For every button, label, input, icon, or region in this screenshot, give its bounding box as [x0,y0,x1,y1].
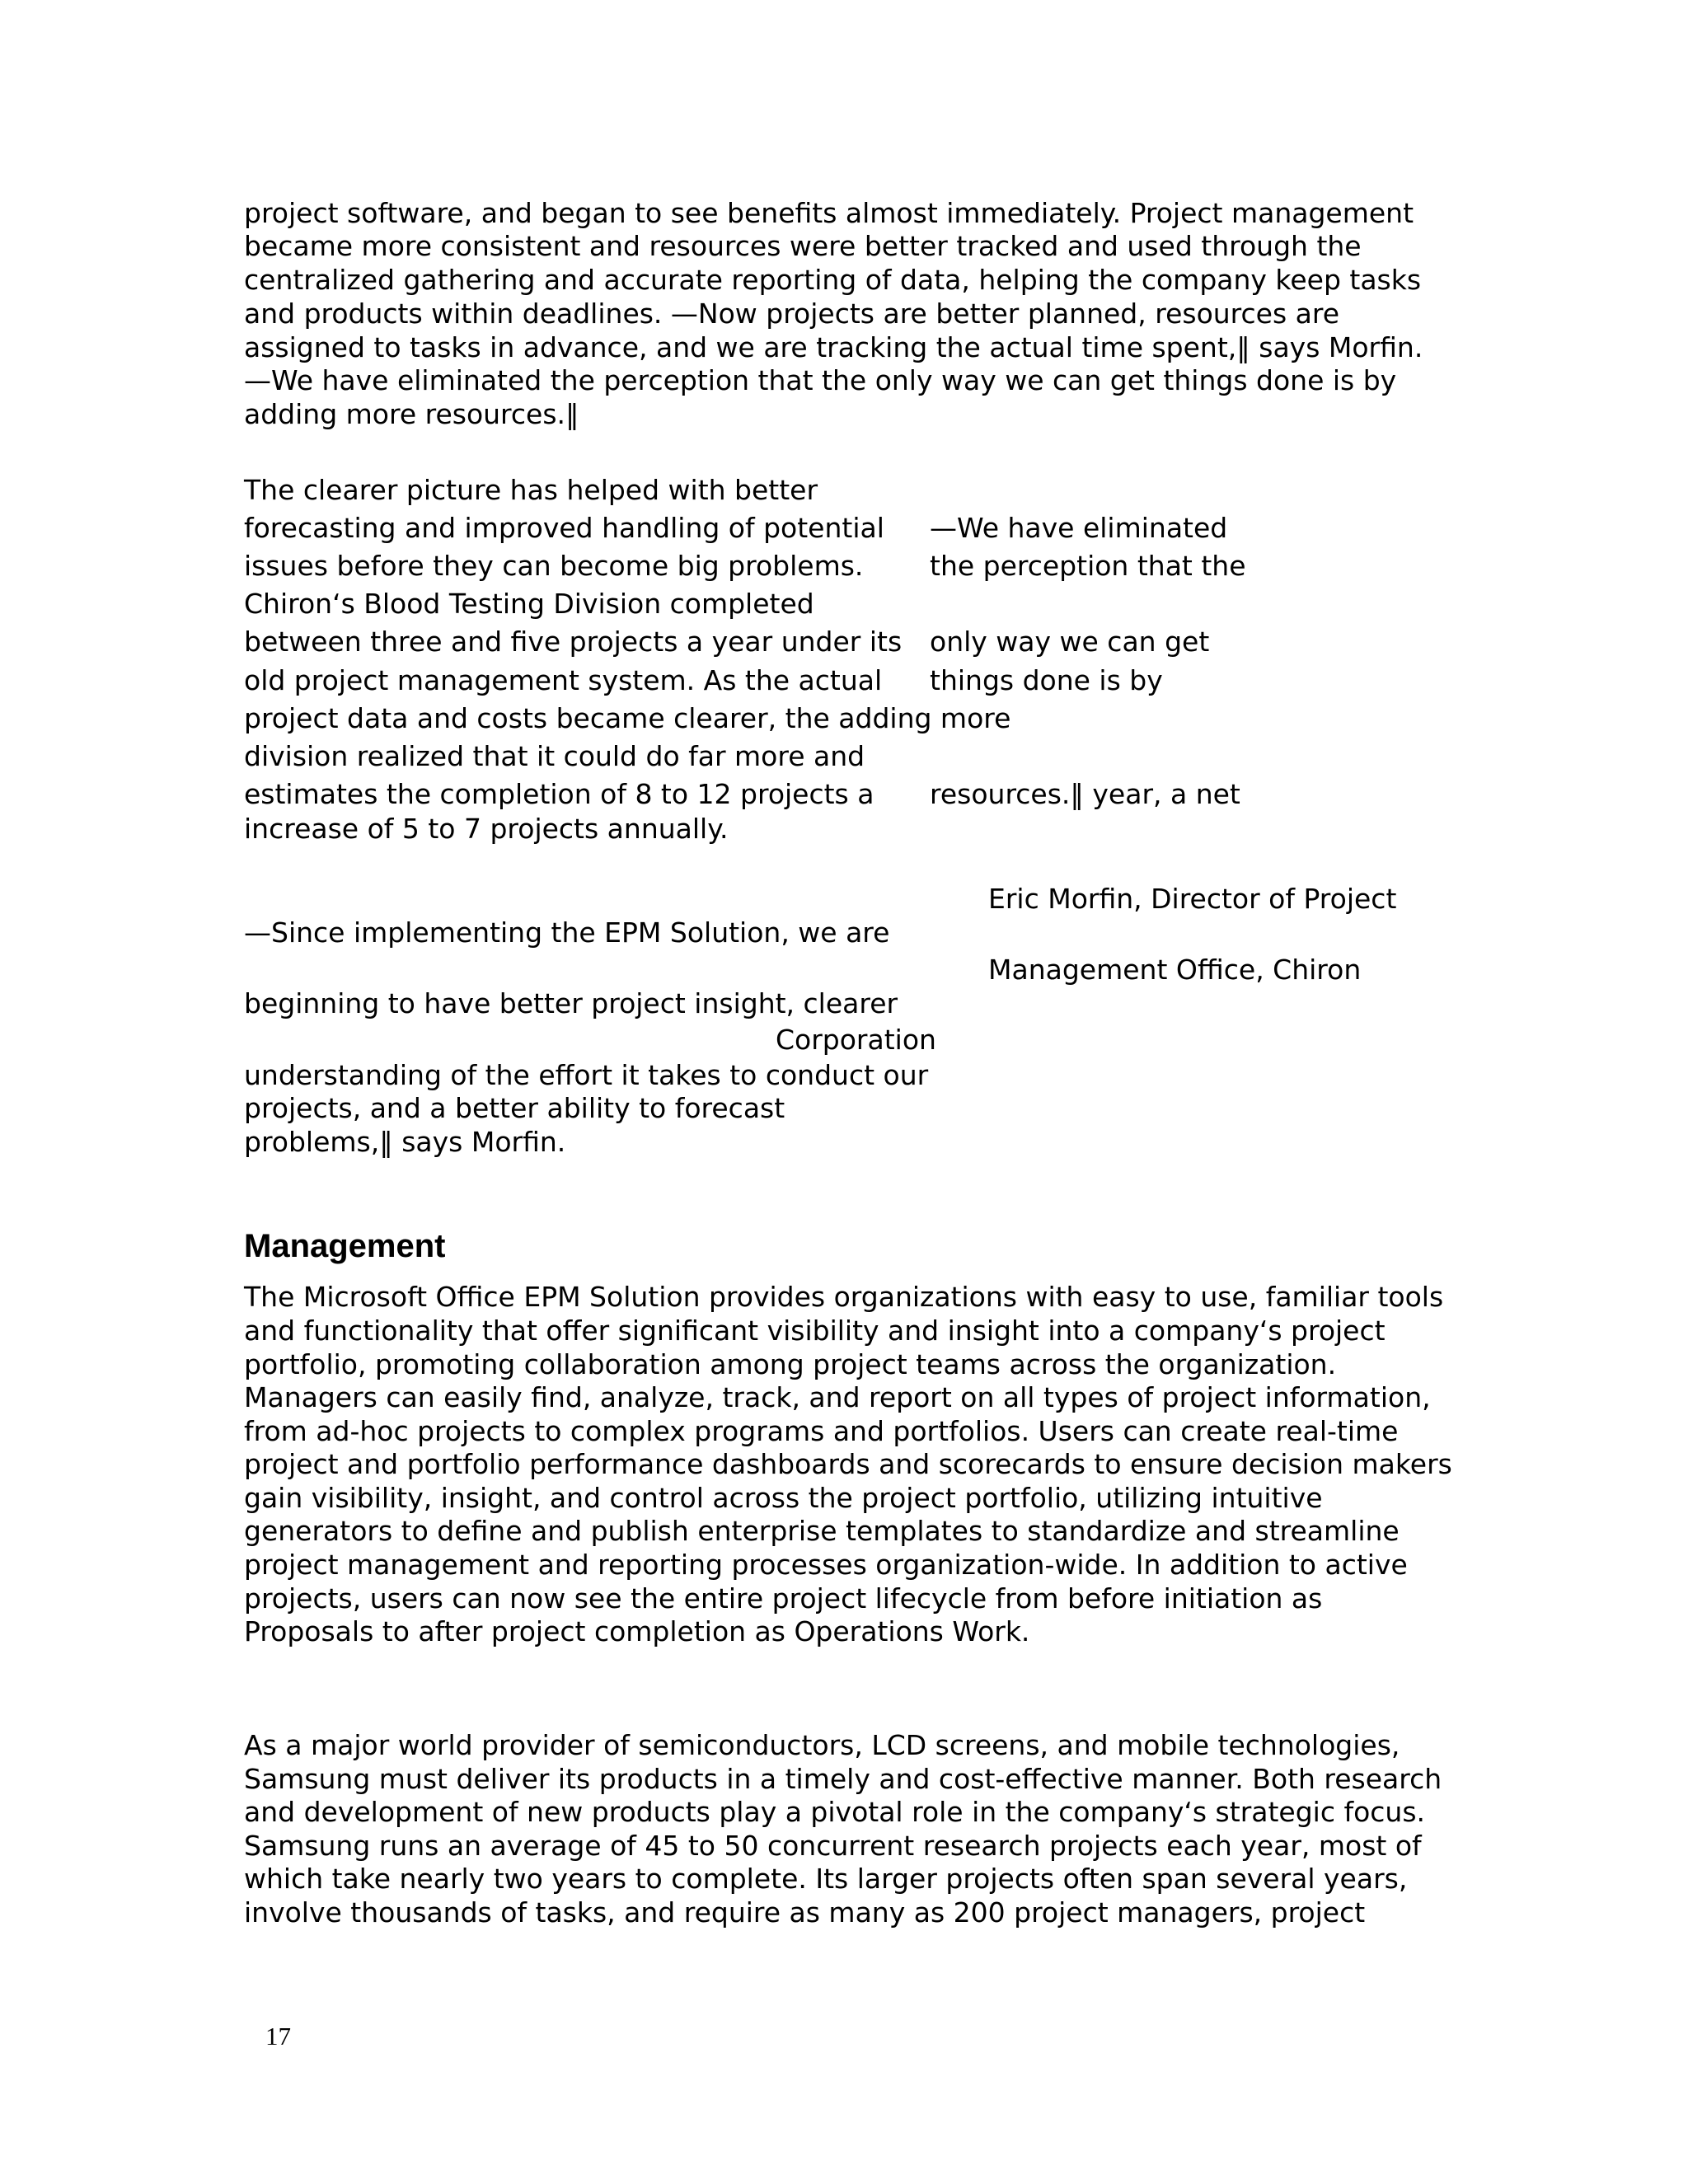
text-line: involve thousands of tasks, and require as many as 200 project managers, project [244,1896,1366,1929]
pull-quote-line: only way we can get [930,626,1210,658]
text-line: and development of new products play a pivotal role in the company‘s strategic focus. [244,1796,1426,1828]
page-number: 17 [265,2022,291,2050]
text-line: and products within deadlines. —Now projects are better planned, resources are [244,298,1340,330]
text-line: between three and five projects a year under its [244,626,903,658]
text-line: estimates the completion of 8 to 12 projects a [244,778,874,810]
text-line: projects, users can now see the entire project lifecycle from before initiation as [244,1582,1323,1615]
text-line: project and portfolio performance dashboards and scorecards to ensure decision makers [244,1448,1452,1480]
text-line: Samsung must deliver its products in a timely and cost-effective manner. Both research [244,1763,1442,1795]
pull-quote-line: —We have eliminated [930,512,1228,544]
text-line: projects, and a better ability to forecast [244,1092,785,1124]
pull-quote-line: things done is by [930,664,1163,696]
text-line: project software, and began to see benefits almost immediately. Project management [244,197,1414,229]
text-line: gain visibility, insight, and control across the project portfolio, utilizing intuitive [244,1482,1323,1514]
text-line: and functionality that offer significant visibility and insight into a company‘s project [244,1315,1386,1347]
text-line: became more consistent and resources were better tracked and used through the [244,230,1362,262]
text-line: As a major world provider of semiconductors, LCD screens, and mobile technologies, [244,1729,1400,1761]
text-line: understanding of the effort it takes to conduct our [244,1059,929,1091]
text-line: Chiron‘s Blood Testing Division completed [244,588,814,620]
text-line: project data and costs became clearer, the adding more [244,702,1011,734]
text-line: portfolio, promoting collaboration among project teams across the organization. [244,1348,1337,1380]
text-line: generators to define and publish enterprise templates to standardize and streamline [244,1515,1400,1547]
text-line: adding more resources.‖ [244,398,579,430]
text-line: Corporation [776,1024,936,1056]
section-heading: Management [244,1228,446,1264]
attribution-line: Eric Morfin, Director of Project [988,883,1397,915]
text-line: beginning to have better project insight, clearer [244,987,898,1019]
text-line: increase of 5 to 7 projects annually. [244,813,729,845]
text-line: issues before they can become big problems. [244,550,864,582]
text-line: assigned to tasks in advance, and we are tracking the actual time spent,‖ says Morfin. [244,331,1423,363]
text-line: centralized gathering and accurate reporting of data, helping the company keep tasks [244,264,1422,296]
text-line: The Microsoft Office EPM Solution provides organizations with easy to use, familiar tools [244,1281,1444,1313]
text-line: from ad-hoc projects to complex programs and portfolios. Users can create real-time [244,1415,1399,1447]
text-line: Managers can easily find, analyze, track, and report on all types of project information, [244,1381,1431,1413]
text-line: —We have eliminated the perception that the only way we can get things done is by [244,364,1397,396]
text-line: which take nearly two years to complete. Its larger projects often span several years, [244,1863,1408,1895]
text-line: forecasting and improved handling of potential [244,512,884,544]
text-line: division realized that it could do far more and [244,740,865,772]
text-line: The clearer picture has helped with better [244,474,818,506]
pull-quote-line: resources.‖ year, a net [930,778,1240,810]
text-line: project management and reporting processes organization-wide. In addition to active [244,1549,1408,1581]
text-line: problems,‖ says Morfin. [244,1126,566,1158]
text-line: old project management system. As the actual [244,664,883,696]
pull-quote-line: the perception that the [930,550,1246,582]
text-line: —Since implementing the EPM Solution, we are [244,916,890,949]
text-line: Proposals to after project completion as Operations Work. [244,1615,1030,1647]
attribution-line: Management Office, Chiron [988,954,1362,986]
text-line: Samsung runs an average of 45 to 50 concurrent research projects each year, most of [244,1830,1422,1862]
